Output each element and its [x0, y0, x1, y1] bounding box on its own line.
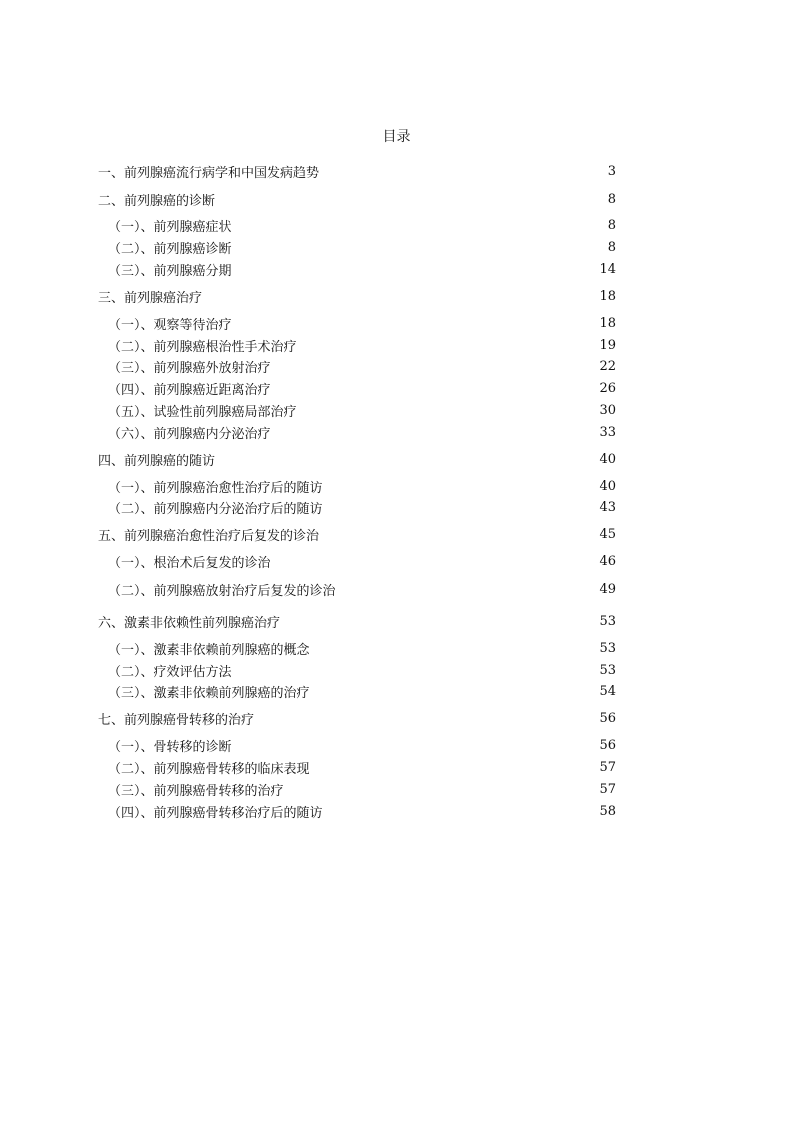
toc-entry-page: 46 [599, 554, 616, 570]
toc-entry-page: 8 [607, 218, 616, 234]
toc-entry[interactable] [98, 285, 616, 307]
toc-entry-page: 30 [599, 402, 616, 418]
toc-entry-label: （三）、激素非依赖前列腺癌的治疗 [108, 686, 310, 702]
toc-entry[interactable] [98, 497, 616, 519]
toc-entry-label: （六）、前列腺癌内分泌治疗 [108, 426, 271, 442]
toc-entry-page: 57 [599, 781, 616, 797]
toc-entry-label: （一）、前列腺癌症状 [108, 220, 232, 236]
toc-entry-label: 三、前列腺癌治疗 [98, 290, 203, 306]
toc-entry[interactable] [98, 448, 616, 470]
toc-entry[interactable] [98, 735, 616, 757]
toc-entry-label: （二）、前列腺癌根治性手术治疗 [108, 339, 297, 355]
toc-entry[interactable] [98, 400, 616, 422]
toc-entry-label: （三）、前列腺癌骨转移的治疗 [108, 783, 284, 799]
toc-entry[interactable] [98, 334, 616, 356]
toc-entry[interactable] [98, 188, 616, 210]
toc-entry-page: 53 [599, 662, 616, 678]
toc-entry-page: 49 [599, 581, 616, 597]
toc-entry-label: （二）、前列腺癌内分泌治疗后的随访 [108, 502, 323, 518]
toc-entry[interactable] [98, 356, 616, 378]
toc-entry-page: 33 [599, 424, 616, 440]
toc-entry-page: 19 [599, 337, 616, 353]
toc-entry-label: （四）、前列腺癌近距离治疗 [108, 383, 271, 399]
toc-entry-label: （二）、前列腺癌放射治疗后复发的诊治 [108, 583, 336, 599]
toc-entry-page: 54 [599, 684, 616, 700]
toc-entry[interactable] [98, 659, 616, 681]
toc-entry[interactable] [98, 160, 616, 182]
toc-entry[interactable] [98, 708, 616, 730]
toc-entry-page: 40 [599, 451, 616, 467]
toc-entry-label: （一）、激素非依赖前列腺癌的概念 [108, 642, 310, 658]
toc-entry-label: （二）、疗效评估方法 [108, 664, 232, 680]
table-of-contents [98, 160, 616, 822]
toc-entry-label: 一、前列腺癌流行病学和中国发病趋势 [98, 165, 320, 181]
toc-entry-page: 18 [599, 288, 616, 304]
toc-entry-page: 14 [599, 261, 616, 277]
toc-entry-page: 26 [599, 381, 616, 397]
toc-entry[interactable] [98, 312, 616, 334]
toc-entry-label: 四、前列腺癌的随访 [98, 453, 216, 469]
toc-entry[interactable] [98, 237, 616, 259]
toc-entry-label: （二）、前列腺癌骨转移的临床表现 [108, 761, 310, 777]
toc-entry-page: 53 [599, 613, 616, 629]
toc-entry-page: 53 [599, 640, 616, 656]
toc-entry-label: （五）、试验性前列腺癌局部治疗 [108, 404, 297, 420]
toc-entry-label: （一）、根治术后复发的诊治 [108, 556, 271, 572]
toc-entry-label: 二、前列腺癌的诊断 [98, 193, 216, 209]
toc-entry-page: 8 [607, 191, 616, 207]
toc-entry-label: （三）、前列腺癌外放射治疗 [108, 361, 271, 377]
toc-entry[interactable] [98, 778, 616, 800]
toc-entry-page: 43 [599, 500, 616, 516]
toc-entry-label: （三）、前列腺癌分期 [108, 263, 232, 279]
toc-entry-page: 18 [599, 315, 616, 331]
toc-entry[interactable] [98, 378, 616, 400]
toc-entry[interactable] [98, 637, 616, 659]
toc-entry-page: 8 [607, 240, 616, 256]
toc-entry-page: 3 [607, 163, 616, 179]
toc-entry-label: （二）、前列腺癌诊断 [108, 242, 232, 258]
toc-entry-label: （四）、前列腺癌骨转移治疗后的随访 [108, 805, 323, 821]
toc-entry[interactable] [98, 524, 616, 546]
toc-entry[interactable] [98, 610, 616, 632]
toc-entry-label: （一）、观察等待治疗 [108, 317, 232, 333]
toc-entry-page: 22 [599, 359, 616, 375]
toc-entry-label: （一）、骨转移的诊断 [108, 740, 232, 756]
toc-entry-label: 六、激素非依赖性前列腺癌治疗 [98, 615, 281, 631]
toc-entry-page: 40 [599, 478, 616, 494]
toc-entry[interactable] [98, 259, 616, 281]
toc-entry-page: 58 [599, 803, 616, 819]
toc-entry-page: 45 [599, 527, 616, 543]
toc-entry[interactable] [98, 475, 616, 497]
toc-entry[interactable] [98, 681, 616, 703]
toc-entry-label: 七、前列腺癌骨转移的治疗 [98, 713, 255, 729]
toc-entry[interactable] [98, 579, 616, 601]
toc-entry[interactable] [98, 800, 616, 822]
toc-entry[interactable] [98, 551, 616, 573]
toc-entry[interactable] [98, 421, 616, 443]
toc-entry[interactable] [98, 757, 616, 779]
toc-entry-page: 56 [599, 711, 616, 727]
toc-entry-label: 五、前列腺癌治愈性治疗后复发的诊治 [98, 529, 320, 545]
toc-entry-label: （一）、前列腺癌治愈性治疗后的随访 [108, 480, 323, 496]
toc-title: 目录 [382, 129, 411, 145]
toc-entry[interactable] [98, 215, 616, 237]
toc-entry-page: 57 [599, 759, 616, 775]
toc-entry-page: 56 [599, 738, 616, 754]
